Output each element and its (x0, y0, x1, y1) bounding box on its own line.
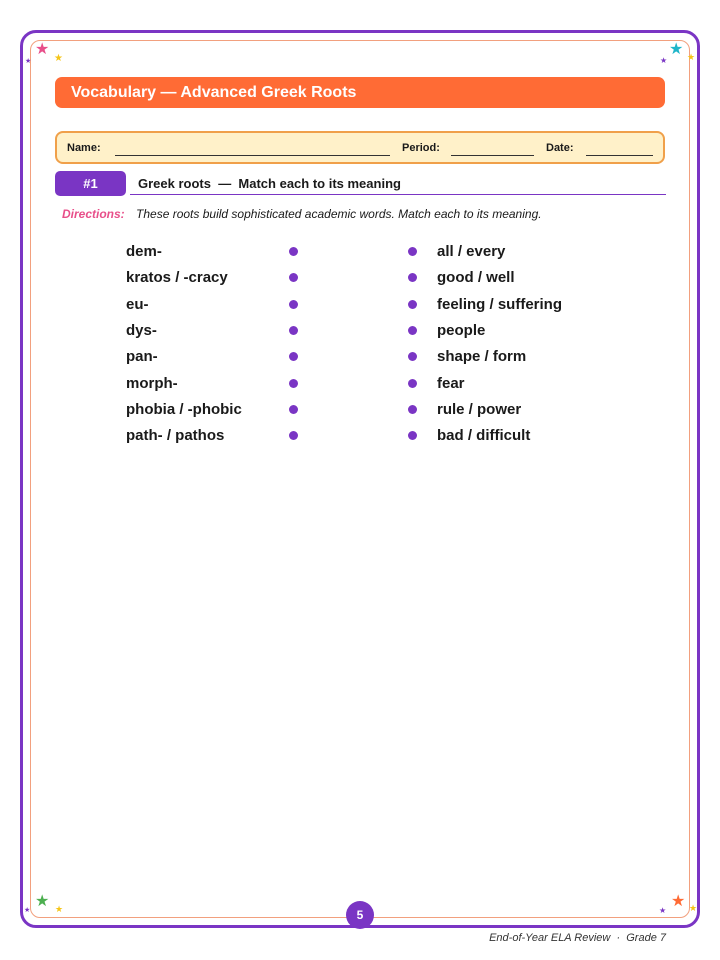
match-row (0, 296, 720, 322)
match-row (0, 243, 720, 269)
meaning-connector-dot[interactable] (408, 326, 417, 335)
star-icon: ★ (671, 893, 686, 910)
term-item: dem- (126, 243, 162, 260)
meaning-item: fear (437, 374, 465, 392)
directions-text: These roots build sophisticated academic words. Match each to its meaning. (136, 207, 542, 221)
meaning-connector-dot[interactable] (408, 300, 417, 309)
meaning-connector-dot[interactable] (408, 431, 417, 440)
term-connector-dot[interactable] (289, 405, 298, 414)
meaning-item: bad / difficult (437, 427, 531, 445)
star-icon: ★ (35, 893, 50, 910)
term-item: path- / pathos (126, 427, 225, 445)
term-item: kratos / -cracy (126, 269, 228, 287)
term-connector-dot[interactable] (289, 431, 298, 440)
match-row (0, 322, 720, 348)
term-item: dys- (126, 321, 157, 339)
star-icon: ★ (687, 52, 696, 62)
section-divider (130, 194, 666, 195)
name-field[interactable] (115, 155, 390, 156)
star-icon: ★ (35, 41, 50, 58)
star-icon: ★ (25, 58, 32, 65)
term-connector-dot[interactable] (289, 300, 298, 309)
star-icon: ★ (55, 904, 64, 914)
page-title: Vocabulary — Advanced Greek Roots (71, 83, 357, 101)
term-connector-dot[interactable] (289, 273, 298, 282)
term-connector-dot[interactable] (289, 379, 298, 388)
meaning-connector-dot[interactable] (408, 273, 417, 282)
star-icon: ★ (660, 56, 668, 65)
star-icon: ★ (24, 907, 31, 914)
meaning-item: all / every (437, 243, 506, 260)
section-title: Greek roots — Match each to its meaning (138, 176, 401, 191)
star-icon: ★ (669, 41, 684, 58)
star-icon: ★ (689, 903, 698, 913)
term-connector-dot[interactable] (289, 326, 298, 335)
meaning-connector-dot[interactable] (408, 379, 417, 388)
directions (62, 207, 542, 221)
match-row (0, 401, 720, 427)
term-item: phobia / -phobic (126, 400, 242, 418)
match-row (0, 348, 720, 374)
match-row (0, 375, 720, 401)
directions-label: Directions: (62, 207, 125, 221)
student-info-bar (55, 131, 665, 164)
period-label: Period: (402, 142, 440, 154)
meaning-connector-dot[interactable] (408, 352, 417, 361)
meaning-connector-dot[interactable] (408, 247, 417, 256)
footer-text: End-of-Year ELA Review · Grade 7 (489, 932, 666, 944)
match-row (0, 269, 720, 295)
term-item: morph- (126, 374, 178, 392)
term-item: pan- (126, 348, 158, 366)
meaning-item: good / well (437, 269, 515, 287)
name-label: Name: (67, 142, 101, 154)
meaning-item: rule / power (437, 400, 522, 418)
meaning-item: feeling / suffering (437, 295, 563, 313)
date-field[interactable] (586, 155, 653, 156)
page-number: 5 (346, 901, 374, 929)
term-connector-dot[interactable] (289, 352, 298, 361)
date-label: Date: (546, 142, 574, 154)
meaning-connector-dot[interactable] (408, 405, 417, 414)
match-row (0, 427, 720, 453)
star-icon: ★ (659, 906, 667, 915)
star-icon: ★ (54, 53, 63, 64)
section-number-badge: #1 (55, 171, 126, 196)
term-connector-dot[interactable] (289, 247, 298, 256)
meaning-item: people (437, 321, 486, 339)
meaning-item: shape / form (437, 348, 527, 366)
term-item: eu- (126, 295, 149, 313)
title-banner (55, 77, 665, 108)
page-border-inner (30, 40, 690, 918)
period-field[interactable] (451, 155, 534, 156)
